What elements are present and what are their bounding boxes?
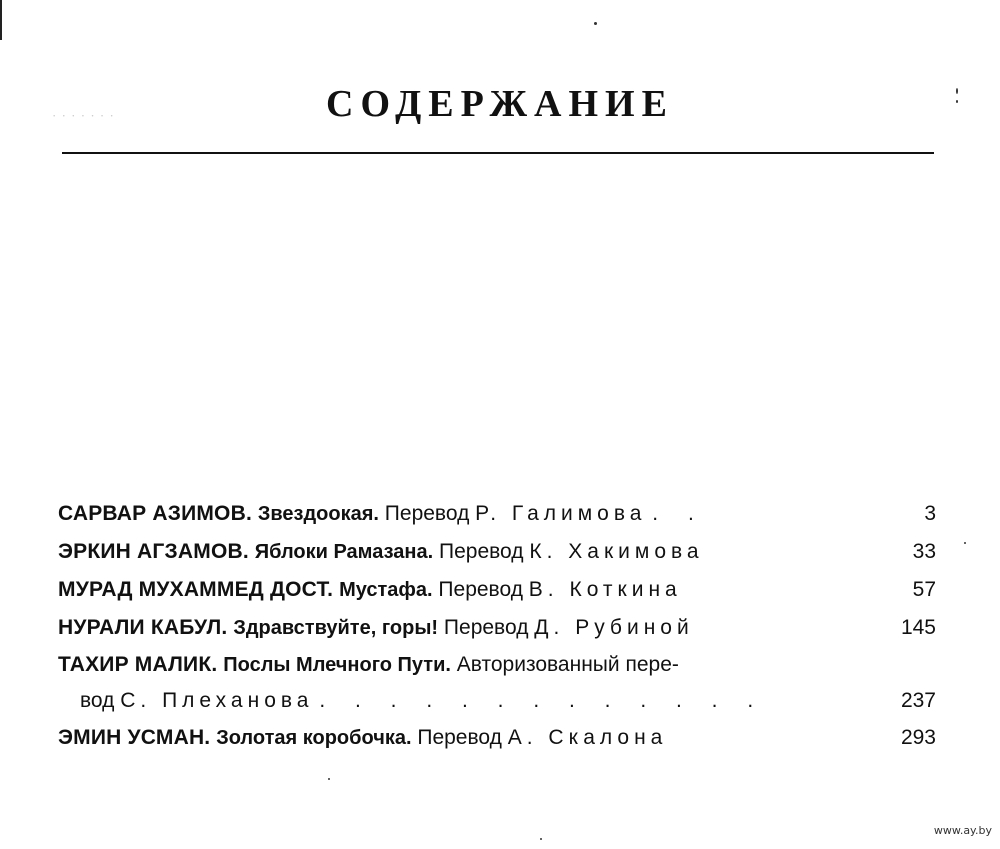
toc-translator: Д. Рубиной <box>534 616 694 639</box>
toc-translation-label: Перевод <box>384 502 470 525</box>
toc-entry <box>58 571 940 609</box>
toc-entry <box>58 719 940 757</box>
toc-page-number: 33 <box>912 540 936 563</box>
toc-work-title: Звездоокая. <box>257 503 379 525</box>
contents-title: СОДЕРЖАНИЕ <box>326 83 674 125</box>
toc-page-number: 145 <box>900 616 936 639</box>
toc-page-number: 57 <box>912 578 936 601</box>
toc-page-number: 3 <box>924 502 936 525</box>
toc-work-title: Послы Млечного Пути. <box>223 654 451 676</box>
toc-translation-label: Перевод <box>443 616 529 639</box>
toc-work-title: Яблоки Рамазана. <box>254 541 434 563</box>
table-of-contents <box>58 495 940 757</box>
toc-translation-label: Перевод <box>417 726 502 749</box>
toc-translation-label: Авторизованный пере- <box>456 653 679 676</box>
toc-translator: С. Плеханова <box>120 689 314 712</box>
toc-translator: Р. Галимова <box>475 502 647 525</box>
toc-author: МУРАД МУХАММЕД ДОСТ. <box>58 578 334 601</box>
watermark-text: www.ay.by <box>933 824 992 837</box>
toc-translator: К. Хакимова <box>529 540 704 563</box>
toc-entry <box>58 533 940 571</box>
print-speck <box>956 100 958 103</box>
toc-translation-label: Перевод <box>439 540 524 563</box>
print-speck <box>328 778 330 780</box>
toc-entry <box>58 647 940 719</box>
title-rule <box>62 152 934 154</box>
toc-author: САРВАР АЗИМОВ. <box>58 502 252 525</box>
page-edge-mark <box>0 0 2 40</box>
toc-page-number: 237 <box>900 689 936 712</box>
toc-translator: А. Скалона <box>507 726 668 749</box>
toc-work-title: Золотая коробочка. <box>216 727 412 749</box>
toc-author: ЭРКИН АГЗАМОВ. <box>58 540 249 563</box>
toc-translation-label: Перевод <box>438 578 523 601</box>
print-speck <box>956 88 958 94</box>
toc-work-title: Мустафа. <box>339 579 433 601</box>
toc-author: ТАХИР МАЛИК. <box>58 653 218 676</box>
toc-entry <box>58 609 940 647</box>
toc-work-title: Здравствуйте, горы! <box>233 617 439 639</box>
print-speck <box>964 542 966 544</box>
toc-page-number: 293 <box>900 726 936 749</box>
toc-author: НУРАЛИ КАБУЛ. <box>58 616 228 639</box>
toc-entry <box>58 495 940 533</box>
print-speck <box>594 22 597 25</box>
toc-entry-line-2 <box>58 683 940 719</box>
toc-leader-dots: . . . . . . . . . . . . . <box>319 689 766 712</box>
faded-print-smudge: · · · · · · · <box>52 108 115 123</box>
toc-translator: В. Коткина <box>528 578 682 601</box>
toc-entry-line-1 <box>58 647 940 683</box>
toc-leader-dots: . . <box>652 502 706 525</box>
toc-author: ЭМИН УСМАН. <box>58 726 211 749</box>
print-speck <box>540 838 542 840</box>
toc-translation-label-cont: вод <box>80 689 115 712</box>
